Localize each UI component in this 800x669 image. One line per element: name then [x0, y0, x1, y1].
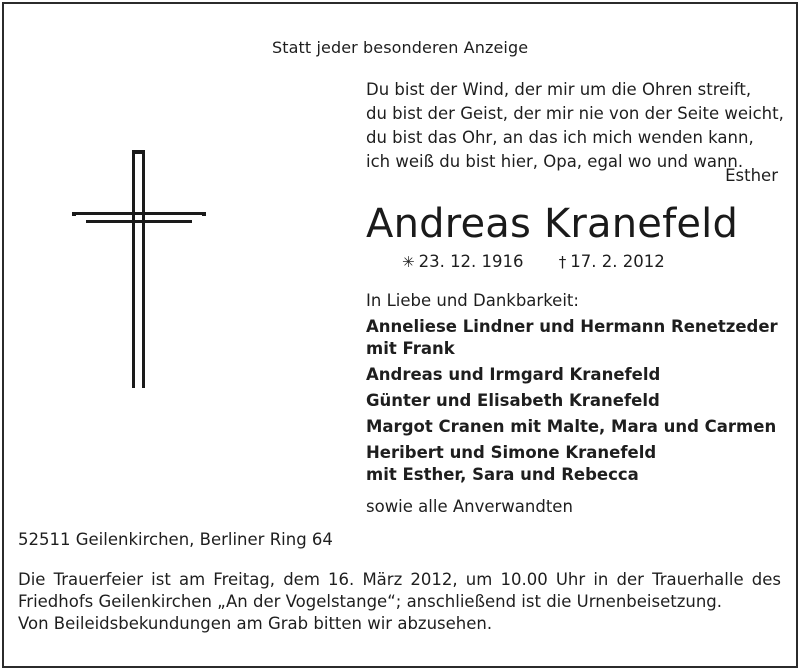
poem-line: Du bist der Wind, der mir um die Ohren streift,: [366, 80, 752, 99]
birth-date: 23. 12. 1916: [418, 252, 524, 271]
poem-author: Esther: [725, 166, 778, 185]
mourner-line: Margot Cranen mit Malte, Mara und Carmen: [366, 417, 777, 436]
notice-heading: Statt jeder besonderen Anzeige: [272, 38, 529, 57]
mourner-entry: [366, 390, 796, 412]
mourners-list: [366, 316, 796, 490]
service-line: Die Trauerfeier ist am Freitag, dem 16. März 2012, um 10.00 Uhr in der Trauerhalle des: [18, 570, 781, 589]
death-dagger-icon: †: [558, 253, 567, 271]
mourner-entry: [366, 316, 796, 360]
mourner-line: Andreas und Irmgard Kranefeld: [366, 365, 661, 384]
mourner-line: Anneliese Lindner und Hermann Renetzeder: [366, 317, 778, 336]
service-line: Von Beileidsbekundungen am Grab bitten wir abzusehen.: [18, 614, 493, 633]
mourner-entry: [366, 364, 796, 386]
relatives-line: sowie alle Anverwandten: [366, 497, 573, 516]
poem-line: du bist der Geist, der mir nie von der Seite weicht,: [366, 104, 784, 123]
deceased-name: Andreas Kranefeld: [366, 201, 739, 247]
obituary-notice: [2, 2, 798, 668]
poem-line: ich weiß du bist hier, Opa, egal wo und wann.: [366, 152, 744, 171]
mourner-line: Günter und Elisabeth Kranefeld: [366, 391, 660, 410]
cross-icon: [72, 150, 208, 390]
death-date: 17. 2. 2012: [570, 252, 665, 271]
life-dates: [402, 252, 665, 271]
mourner-entry: [366, 442, 796, 486]
thanks-line: In Liebe und Dankbarkeit:: [366, 291, 579, 310]
birth-star-icon: ✳: [402, 253, 415, 271]
mourner-entry: [366, 416, 796, 438]
poem: [366, 78, 782, 174]
address: 52511 Geilenkirchen, Berliner Ring 64: [18, 530, 333, 549]
mourner-line: mit Frank: [366, 339, 455, 358]
service-line: Friedhofs Geilenkirchen „An der Vogelstange“; anschließend ist die Urnenbeisetzung.: [18, 592, 723, 611]
service-info: [18, 569, 781, 635]
poem-line: du bist das Ohr, an das ich mich wenden kann,: [366, 128, 754, 147]
mourner-line: Heribert und Simone Kranefeld: [366, 443, 657, 462]
mourner-line: mit Esther, Sara und Rebecca: [366, 465, 639, 484]
